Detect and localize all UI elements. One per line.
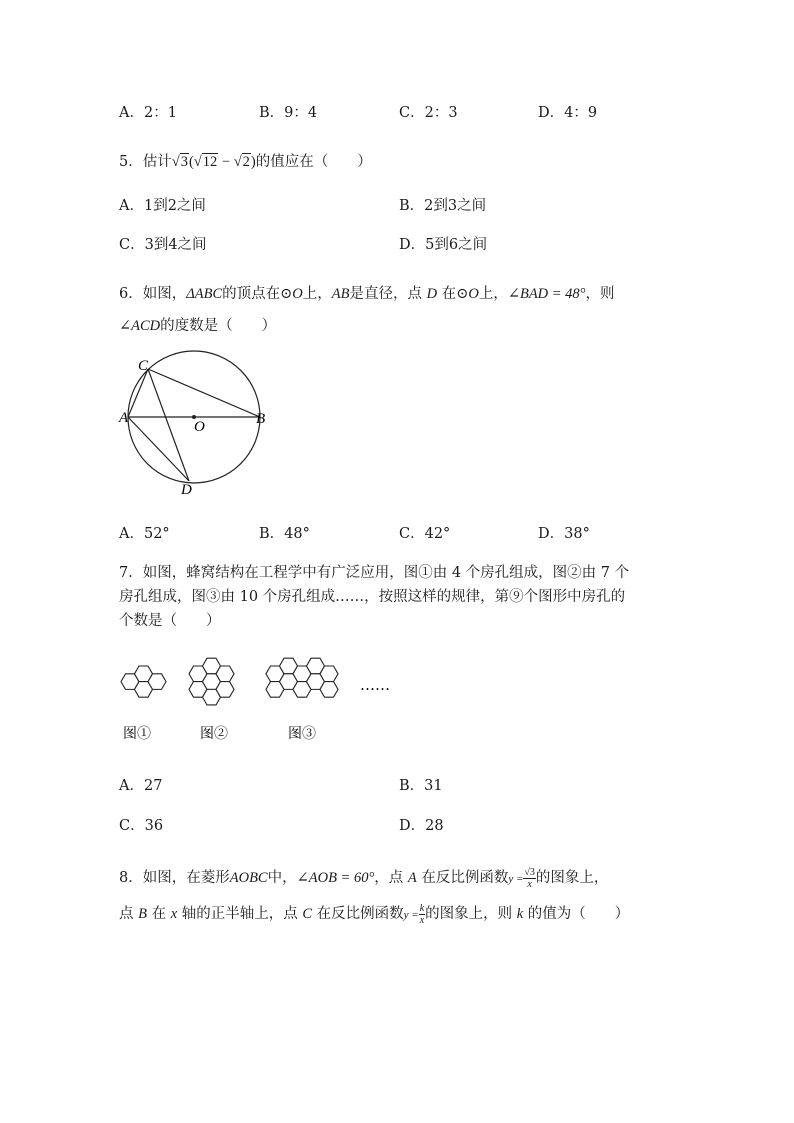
q8-func1-fraction [523,867,536,890]
q7-caption-2: 图② [200,726,228,742]
q6-text: 是直径，点 [349,286,427,302]
q4-option-b: B．9：4 [259,105,318,121]
q8-func1-denominator: x [527,878,532,890]
q6-text: 的度数是（ ） [160,318,277,334]
q7-option-c: C．36 [119,818,164,834]
q8-stem-line1 [119,866,608,890]
q6-label-c: C [138,358,149,374]
q8-func2-denominator: x [419,914,425,926]
q5-minus: − [221,154,231,170]
q8-point-b: B [138,906,147,922]
q6-option-b: B．48° [259,526,310,542]
q8-rhombus: AOBC [229,870,268,886]
q7-caption-1: 图① [123,726,151,742]
q5-radicand-a: 12 [202,154,218,170]
q8-func1-lhs: y = [508,873,524,885]
q6-text: ，则 [585,286,615,302]
honeycomb-cell [216,666,234,682]
q7-stem-line2: 房孔组成，图③由 10 个房孔组成……，按照这样的规律，第⑨个图形中房孔的 [119,589,626,605]
honeycomb-cell [320,682,338,698]
q5-option-a: A．1到2之间 [119,198,206,214]
q8-text: 在反比例函数 [312,906,404,922]
q8-stem-line2 [119,902,629,926]
honeycomb-cells [121,658,338,705]
q8-text: ，点 [374,870,408,886]
q4-option-a: A．2：1 [119,105,177,121]
q4-option-c: C．2：3 [399,105,458,121]
q6-text: 的顶点在 [222,286,281,302]
honeycomb-cell [148,674,166,690]
q6-option-d: D．38° [538,526,590,542]
q6-label-a: A [119,410,129,426]
q6-stem-line2 [119,314,276,335]
q8-point-a: A [407,870,417,886]
q8-text: 的值为（ ） [523,906,630,922]
q6-circle-o: ⊙O [456,286,479,302]
q6-point-d: D [426,286,438,302]
q6-circle-o: ⊙O [280,286,303,302]
q7-stem-line1: 7．如图，蜂窝结构在工程学中有广泛应用，图①由 4 个房孔组成，图②由 7 个 [119,565,630,581]
q8-text: 轴的正半轴上，点 [177,906,303,922]
q6-circle-figure [115,348,275,498]
q5-prefix: 5．估计 [119,154,172,170]
q6-label-d: D [181,482,192,498]
q7-option-b: B．31 [399,778,443,794]
q7-caption-3: 图③ [288,726,316,742]
q6-stem-line1 [119,282,614,303]
q6-angle-acd: ∠ACD [119,318,161,334]
q8-k: k [516,906,524,922]
q6-label-b: B [256,411,266,427]
q6-option-a: A．52° [119,526,170,542]
q6-segment-ab: AB [331,286,350,302]
q5-expression: √3(√12 − √2) [171,154,256,170]
q5-radicand-b: 2 [242,154,250,170]
q8-point-c: C [302,906,313,922]
q8-text: 的图象上， [535,870,609,886]
q8-text: 8．如图，在菱形 [119,870,230,886]
honeycomb-cell [216,682,234,698]
q8-x-axis: x [170,906,178,922]
q5-option-b: B．2到3之间 [399,198,487,214]
q6-text: 在 [437,286,457,302]
q6-triangle: ΔABC [186,286,223,302]
q8-text: 中， [267,870,297,886]
q7-stem-line3: 个数是（ ） [119,613,221,629]
q8-text: 的图象上，则 [425,906,517,922]
q4-option-d: D．4：9 [538,105,598,121]
q5-stem [119,150,372,171]
q8-text: 点 [119,906,139,922]
q6-text: 上， [302,286,332,302]
q7-option-a: A．27 [119,778,163,794]
q8-text: 在 [146,906,171,922]
q5-radicand-outer: 3 [180,154,188,170]
q7-option-d: D．28 [399,818,444,834]
q8-func2-lhs: y = [403,909,419,921]
q8-func1-numerator: √3 [524,866,535,878]
q5-suffix: 的值应在（ ） [255,154,372,170]
q6-angle-bad: ∠BAD = 48° [507,286,586,302]
q8-angle-aob: ∠AOB = 60° [296,870,375,886]
q7-honeycomb-figure [110,650,410,750]
q7-dots: …… [360,676,390,694]
q6-label-o: O [194,419,205,435]
q6-option-c: C．42° [399,526,451,542]
q6-text: 上， [478,286,508,302]
honeycomb-cell [320,666,338,682]
q8-text: 在反比例函数 [416,870,509,886]
q6-text: 6．如图， [119,286,187,302]
q8-func2-numerator: k [419,902,425,914]
q5-option-d: D．5到6之间 [399,237,488,253]
q5-option-c: C．3到4之间 [119,237,207,253]
